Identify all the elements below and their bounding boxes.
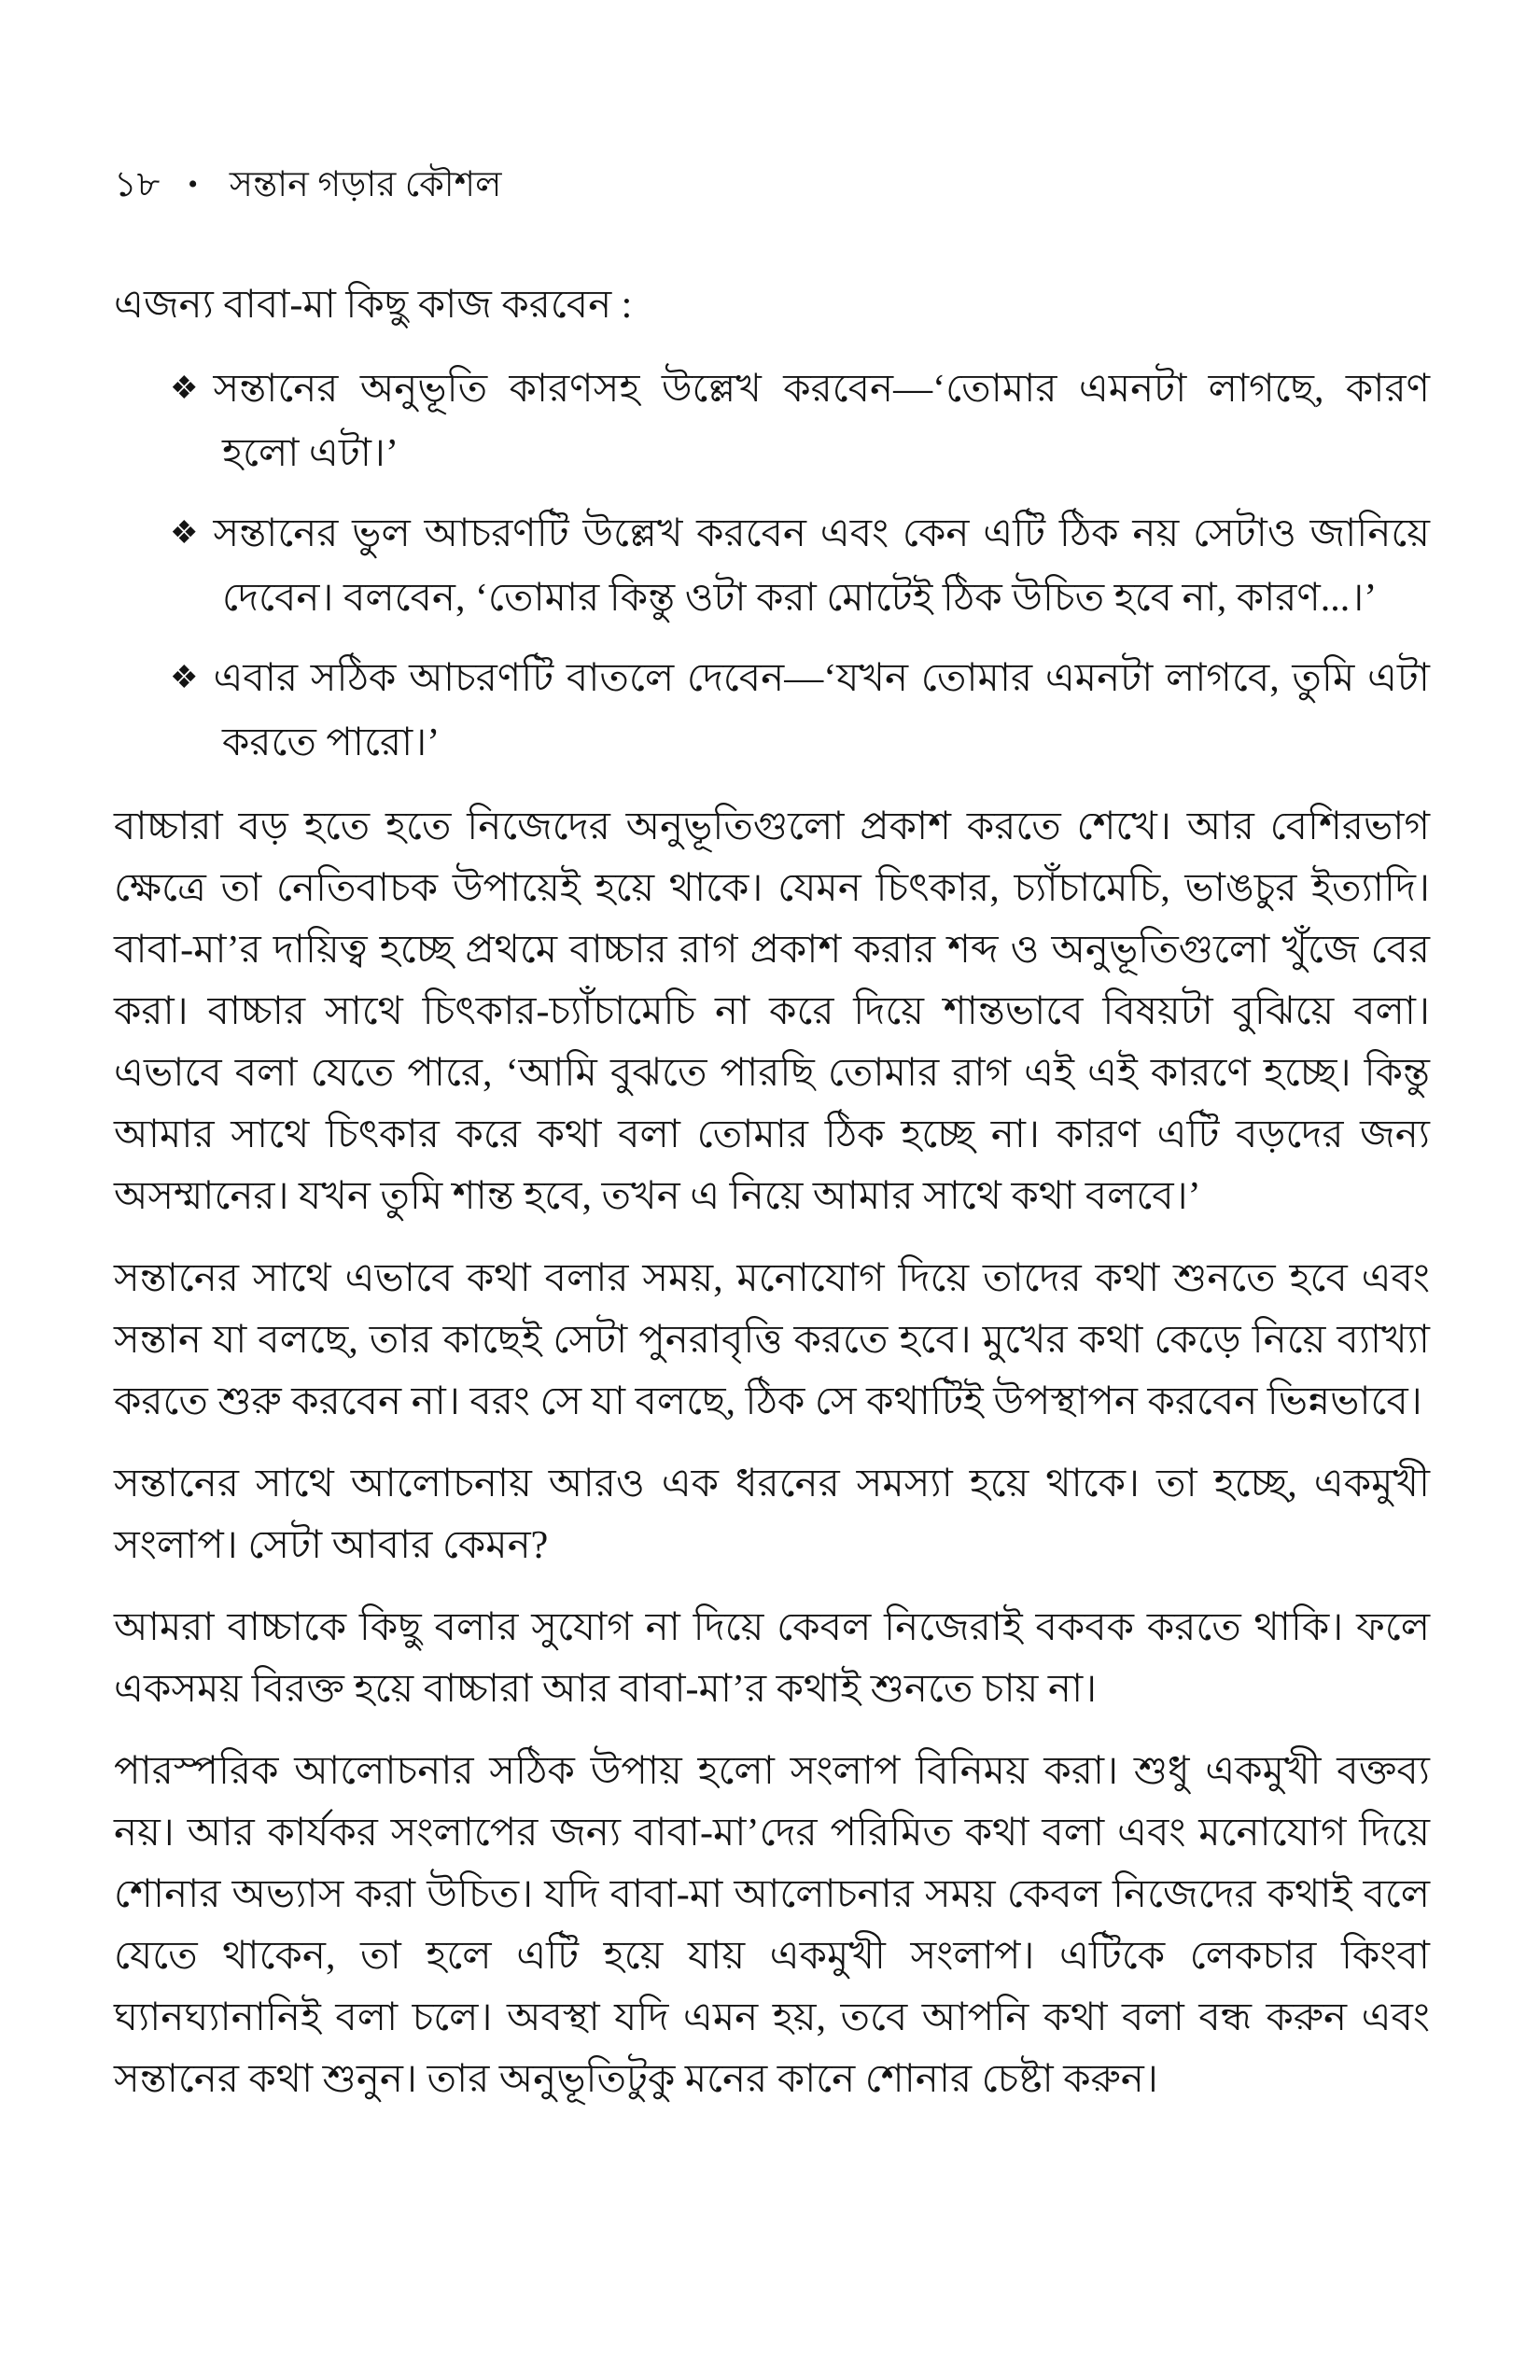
list-item — [170, 503, 1430, 629]
intro-paragraph: এজন্য বাবা-মা কিছু কাজ করবেন : — [114, 284, 633, 327]
page-number: ১৮ — [114, 165, 161, 204]
header-bullet-dot-icon: • — [188, 169, 198, 200]
bullet-text: এবার সঠিক আচরণটি বাতলে দেবেন—‘যখন তোমার এমনটা লাগবে, তুমি এটা করতে পারো।’ — [213, 657, 1430, 764]
page-body — [114, 274, 1430, 2110]
list-item — [170, 358, 1430, 484]
body-paragraph: পারস্পরিক আলোচনার সঠিক উপায় হলো সংলাপ বিনিময় করা। শুধু একমুখী বক্তব্য নয়। আর কার্যকর সংলাপের জন্য বাবা-মা’দের পরিমিত কথা বলা এবং মনোযোগ দিয়ে শোনার অভ্যাস করা উচিত। যদি বাবা-মা আলোচনার সময় কেবল নিজেদের কথাই বলে যেতে থাকেন, তা হলে এটি হয়ে যায় একমুখী সংলাপ। এটিকে লেকচার কিংবা ঘ্যানঘ্যানানিই বলা চলে। অবস্থা যদি এমন হয়, তবে আপনি কথা বলা বন্ধ করুন এবং সন্তানের কথা শুনুন। তার অনুভূতিটুকু মনের কানে শোনার চেষ্টা করুন। — [114, 1750, 1430, 2101]
body-paragraph: সন্তানের সাথে এভাবে কথা বলার সময়, মনোযোগ দিয়ে তাদের কথা শুনতে হবে এবং সন্তান যা বলছে, তার কাছেই সেটা পুনরাবৃত্তি করতে হবে। মুখের কথা কেড়ে নিয়ে ব্যাখ্যা করতে শুরু করবেন না। বরং সে যা বলছে, ঠিক সে কথাটিই উপস্থাপন করবেন ভিন্নভাবে। — [114, 1257, 1430, 1423]
running-head-title: সন্তান গড়ার কৌশল — [229, 165, 502, 204]
body-paragraph: আমরা বাচ্চাকে কিছু বলার সুযোগ না দিয়ে কেবল নিজেরাই বকবক করতে থাকি। ফলে একসময় বিরক্ত হয়ে বাচ্চারা আর বাবা-মা’র কথাই শুনতে চায় না। — [114, 1606, 1430, 1711]
diamond-bullet-icon: ❖ — [170, 516, 199, 551]
bullet-text: সন্তানের ভুল আচরণটি উল্লেখ করবেন এবং কেন এটি ঠিক নয় সেটাও জানিয়ে দেবেন। বলবেন, ‘তোমার কিন্তু ওটা করা মোটেই ঠিক উচিত হবে না, কারণ...।’ — [213, 512, 1430, 620]
body-paragraph: বাচ্চারা বড় হতে হতে নিজেদের অনুভূতিগুলো প্রকাশ করতে শেখে। আর বেশিরভাগ ক্ষেত্রে তা নেতিবাচক উপায়েই হয়ে থাকে। যেমন চিৎকার, চ্যাঁচামেচি, ভাঙচুর ইত্যাদি। বাবা-মা’র দায়িত্ব হচ্ছে প্রথমে বাচ্চার রাগ প্রকাশ করার শব্দ ও অনুভূতিগুলো খুঁজে বের করা। বাচ্চার সাথে চিৎকার-চ্যাঁচামেচি না করে দিয়ে শান্তভাবে বিষয়টা বুঝিয়ে বলা। এভাবে বলা যেতে পারে, ‘আমি বুঝতে পারছি তোমার রাগ এই এই কারণে হচ্ছে। কিন্তু আমার সাথে চিৎকার করে কথা বলা তোমার ঠিক হচ্ছে না। কারণ এটি বড়দের জন্য অসম্মানের। যখন তুমি শান্ত হবে, তখন এ নিয়ে আমার সাথে কথা বলবে।’ — [114, 805, 1430, 1218]
page-header — [114, 159, 1430, 211]
diamond-bullet-icon: ❖ — [170, 661, 199, 695]
list-item — [170, 648, 1430, 774]
bullet-text: সন্তানের অনুভূতি কারণসহ উল্লেখ করবেন—‘তোমার এমনটা লাগছে, কারণ হলো এটা।’ — [213, 368, 1430, 475]
bullet-list — [114, 358, 1430, 774]
diamond-bullet-icon: ❖ — [170, 371, 199, 406]
body-paragraph: সন্তানের সাথে আলোচনায় আরও এক ধরনের সমস্যা হয়ে থাকে। তা হচ্ছে, একমুখী সংলাপ। সেটা আবার কেমন? — [114, 1463, 1430, 1567]
